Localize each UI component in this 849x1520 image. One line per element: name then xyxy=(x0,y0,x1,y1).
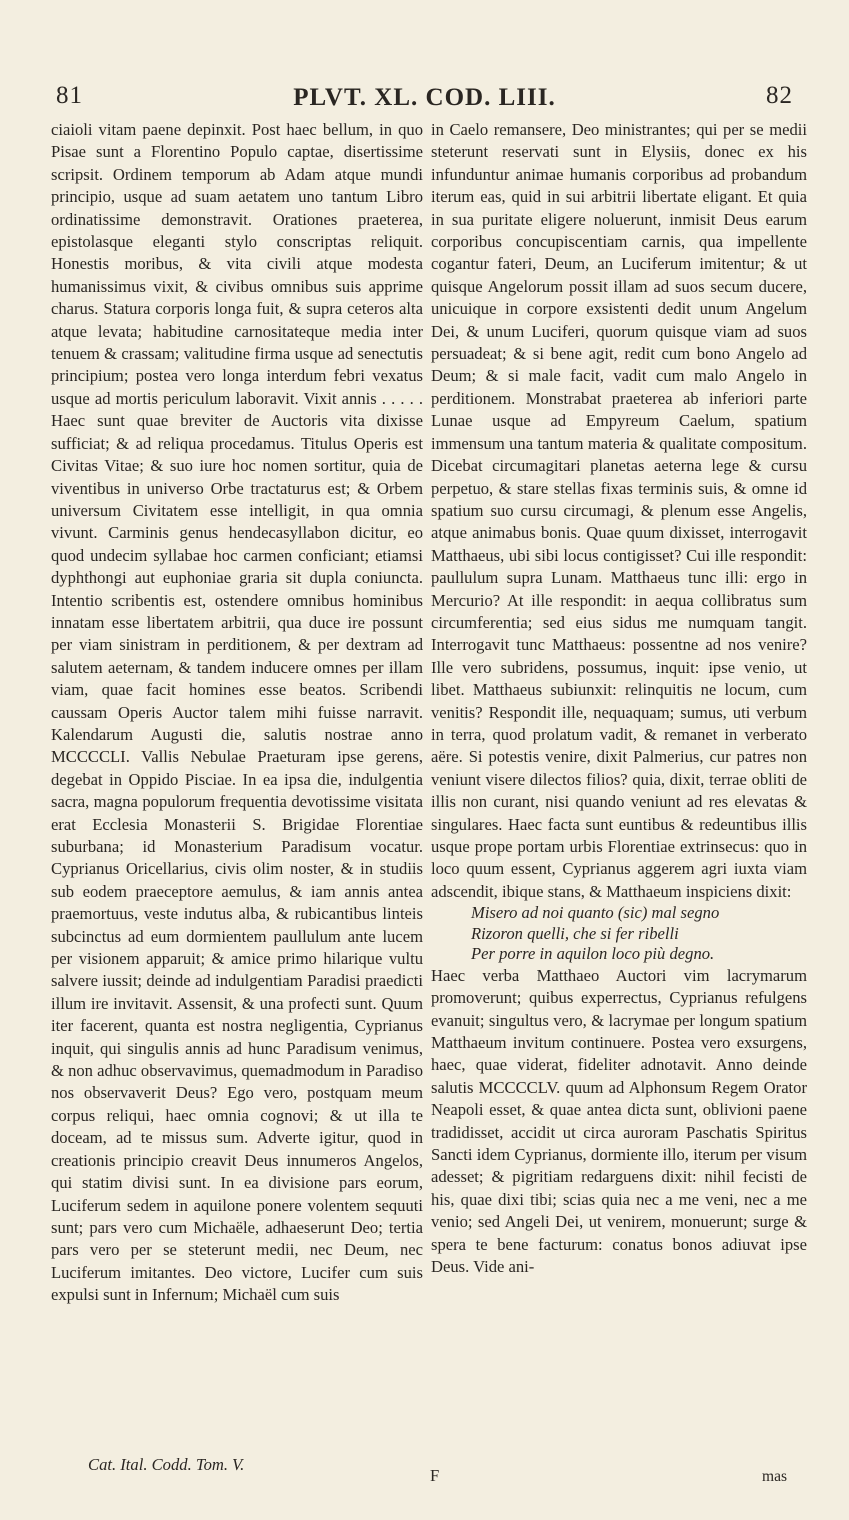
left-page-number: 81 xyxy=(56,82,83,109)
verse-line: Per porre in aquilon loco più degno. xyxy=(471,944,715,964)
left-column-text: ciaioli vitam paene depinxit. Post haec bellum, in quo Pisae sunt a Florentino Populo captae, disertissime scripsit. Ordinem temporum ab Adam atque mundi principio, usque ad suam aetatem uno tantum Libro ordinatissime demonstravit. Orationes praeterea, epistolasque eleganti stylo conscriptas reliquit. Honestis moribus, & vita civili atque modesta humanissimus vixit, & civibus omnibus suis apprime charus. Statura corporis longa fuit, & supra ceteros alta atque levata; habitudine carnositateque media inter tenuem & crassam; valitudine firma usque ad senectutis principium; postea vero longa interdum febri vexatus usque ad mortis periculum laboravit. Vixit annis . . . . . Haec sunt quae breviter de Auctoris vita dixisse sufficiat; & ad reliqua procedamus. Titulus Operis est Civitas Vitae; & suo iure hoc nomen sortitur, quia de viventibus in universo Orbe tractaturus est; & Orbem universum Civitatem esse intelligit, in qua omnia vivunt. Carminis genus hendecasyllabon dicitur, eo quod undecim syllabae hoc carmen conficiant; etiamsi dyphthongi aut euphoniae graria sit dupla coniuncta. Intentio scribentis est, ostendere omnibus hominibus innatam esse libertatem arbitrii, qua duce ire possunt per viam sinistram in perditionem, & per dextram ad salutem aeternam, & tandem inducere omnes per illam viam, quae facit homines esse beatos. Scribendi caussam Operis Auctor talem mihi fuisse narravit. Kalendarum Augusti die, salutis nostrae anno MCCCCLI. Vallis Nebulae Praeturam ipse gerens, degebat in Oppido Pisciae. In ea ipsa die, indulgentia sacra, magna populorum frequentia devotissime visitata erat Ecclesia Monasterii S. Brigidae Florentiae suburbana; id Monasterium Paradisum vocatur. Cyprianus Oricellarius, civis olim noster, & in studiis sub eodem praeceptore aemulus, & iam annis antea praemortuus, veste indutus alba, & rubicantibus linteis subcinctus ad eum dormientem paullulum ante lucem per visionem apparuit; & amice primo hilarique vultu salvere iussit; deinde ad indulgentiam Paradisi praedicti illum ire invitavit. Assensit, & una profecti sunt. Quum iter facerent, quanta est nostra negligentia, Cyprianus inquit, qui singulis annis ad hunc Paradisum venimus, & non adhuc observavimus, quemadmodum in Paradiso nos observaverit Deus? Ego vero, postquam meum corpus reliqui, haec omnia cognovi; & ut illa te doceam, ad te missus sum. Adverte igitur, quod in creationis principio creavit Deus innumeros Angelos, qui statim divisi sunt. In ea divisione pars eorum, Luciferum sedem in aquilone ponere volentem sequuti sunt; pars vero cum Michaële, adhaeserunt Deo; tertia pars vero per se steterunt medii, nec Deum, nec Luciferum imitantes. Deo victore, Lucifer cum suis expulsi sunt in Infernum; Michaël cum suis xyxy=(51,120,423,1305)
signature-line: Cat. Ital. Codd. Tom. V. xyxy=(88,1455,245,1474)
right-column xyxy=(431,119,807,1278)
right-column-text-after: Haec verba Matthaeo Auctori vim lacrymarum promoverunt; quibus experrectus, Cyprianus refulgens evanuit; singultus vero, & lacrymae per longum spatium Matthaeum invitum continuere. Postea vero exsurgens, haec, quae viderat, fideliter adnotavit. Anno deinde salutis MCCCCLV. quum ad Alphonsum Regem Orator Neapoli esset, & quae antea dicta sunt, oblivioni paene tradidisset, accidit ut circa auroram Paschatis Spiritus Sancti idem Cyprianus, dormiente illo, iterum per visum adesset; & pigritiam redarguens dixit: nihil fecisti de his, quae dixi tibi; scias quia nec a me veni, nec a me venio; sed Angeli Dei, ut venirem, monuerunt; surge & spera te bene facturum: conatus bonos adiuvat ipse Deus. Vide ani- xyxy=(431,965,807,1276)
catchword: mas xyxy=(762,1468,787,1485)
left-column xyxy=(51,119,423,1307)
verse-line: Misero ad noi quanto (sic) mal segno xyxy=(471,903,720,923)
verse-line: Rizoron quelli, che si fer ribelli xyxy=(471,923,679,943)
right-page-number: 82 xyxy=(766,82,793,109)
running-title: PLVT. XL. COD. LIII. xyxy=(293,84,556,111)
verse-block xyxy=(431,903,807,965)
right-column-text-before: in Caelo remansere, Deo ministrantes; qui per se medii steterunt reservati sunt in Elysiis, donec ex his infunduntur animae humanis corporibus ad probandum iterum eas, quid in sui arbitrii libertate eligant. Et quia in sua puritate eligere noluerunt, inmisit Deus earum corporibus concupiscentiam carnis, qua impellente cogantur fateri, Deum, an Luciferum imitentur; & ut quisque Angelorum possit illam ad suos secum ducere, unicuique in corpore exsistenti dedit unum Angelum Dei, & unum Luciferi, quorum quisque viam ad suos persuadeat; & si bene agit, redit cum bono Angelo ad Deum; & si male facit, vadit cum malo Angelo in perditionem. Monstrabat praeterea ab inferiori parte Lunae usque ad Empyreum Caelum, spatium immensum una tantum materia & qualitate compositum. Dicebat circumagitari planetas aeterna lege & cursu perpetuo, & stare stellas fixas terminis suis, & omne id spatium suo cursu circumagi, & plenum esse Angelis, atque animabus bonis. Quae quum dixisset, interrogavit Matthaeus, ubi sibi locus contigisset? Cui ille respondit: paullulum supra Lunam. Matthaeus tunc illi: ergo in Mercurio? At ille respondit: in aequa collibratus sum circumferentia; sed eius sidus me numquam tangit. Interrogavit tunc Matthaeus: possentne ad nos venire? Ille vero subridens, possumus, inquit: ipse venio, ut libet. Matthaeus subiunxit: relinquitis ne locum, cum venitis? Respondit ille, nequaquam; sumus, uti verbum in terra, quod prolatum vadit, & remanet in verberato aëre. Si potestis venire, dixit Palmerius, cur patres non veniunt visere dilectos filios? quia, dixit, terrae obliti de illis non curant, nisi quando veniunt ad res elevatas & singulares. Haec facta sunt euntibus & redeuntibus illis usque prope portam urbis Florentiae extrinsecus: quo in loco quum essent, Cyprianus aggerem agri iuxta viam adscendit, ibique stans, & Matthaeum inspiciens dixit: xyxy=(431,120,807,901)
signature-letter: F xyxy=(430,1466,440,1485)
page-header xyxy=(52,82,797,118)
